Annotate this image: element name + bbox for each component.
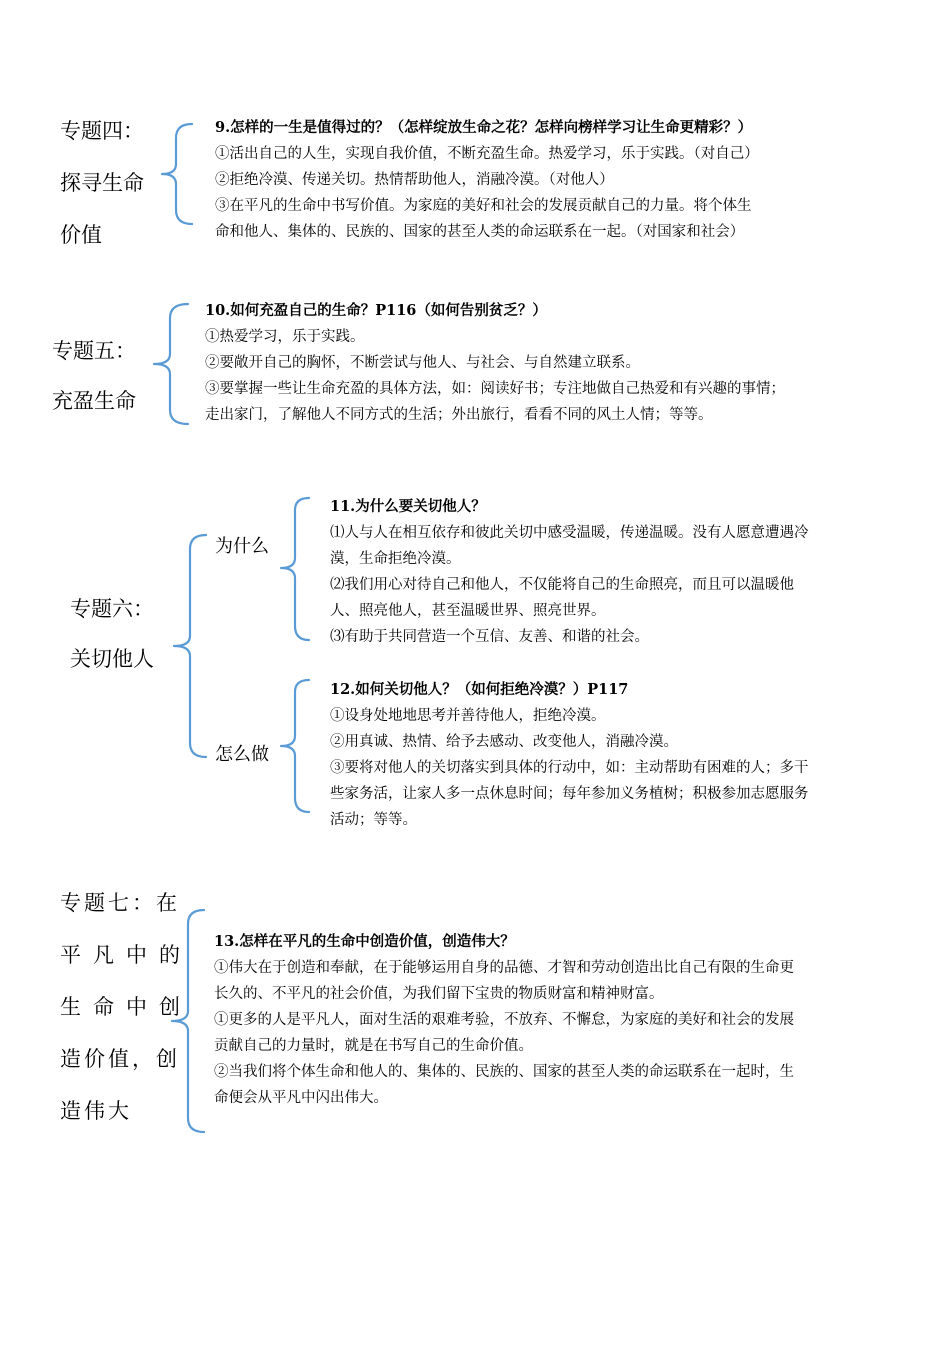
- topic4-brace: [156, 122, 196, 226]
- topic6-why-label: 为什么: [215, 536, 269, 557]
- topic7-point: ①伟大在于创造和奉献，在于能够运用自身的品德、才智和劳动创造出比自己有限的生命更: [214, 960, 794, 976]
- topic7-content: [214, 929, 794, 1111]
- topic6-why-question: 11.为什么要关切他人？: [330, 498, 486, 515]
- topic4-title-line: 专题四：: [60, 119, 144, 143]
- topic6-how-point: ③要将对他人的关切落实到具体的行动中，如：主动帮助有困难的人；多干: [330, 760, 809, 776]
- topic6-how-point: ②用真诚、热情、给予去感动、改变他人，消融冷漠。: [330, 734, 678, 750]
- topic4-point: 命和他人、集体的、民族的、国家的甚至人类的命运联系在一起。（对国家和社会）: [215, 224, 745, 240]
- topic4-point: ①活出自己的人生，实现自我价值，不断充盈生命。热爱学习，乐于实践。（对自己）: [215, 146, 759, 162]
- topic7-point: ①更多的人是平凡人，面对生活的艰难考验，不放弃、不懈怠，为家庭的美好和社会的发展: [214, 1012, 794, 1028]
- topic4-title: [60, 118, 144, 248]
- topic5-title-line: 专题五：: [52, 339, 136, 363]
- topic6-why-point: ⑵我们用心对待自己和他人，不仅能将自己的生命照亮，而且可以温暖他: [330, 577, 794, 593]
- topic6-why-content: [330, 494, 809, 650]
- topic6-how-point: ①设身处地地思考并善待他人，拒绝冷漠。: [330, 708, 606, 724]
- topic6-why-point: ⑴人与人在相互依存和彼此关切中感受温暖，传递温暖。没有人愿意遭遇冷: [330, 525, 809, 541]
- topic7-title-line: 造价值，创: [60, 1047, 180, 1071]
- topic6-how-brace: [277, 678, 313, 814]
- topic5-title-line: 充盈生命: [52, 389, 136, 413]
- topic5-question: 10.如何充盈自己的生命？P116（如何告别贫乏？）: [205, 302, 547, 319]
- topic7-brace: [168, 908, 208, 1134]
- topic7-title-line: 造伟大: [60, 1099, 132, 1123]
- topic6-title-line: 专题六：: [70, 597, 154, 621]
- topic5-point: 走出家门，了解他人不同方式的生活；外出旅行，看看不同的风土人情；等等。: [205, 407, 713, 423]
- topic6-how-point: 活动；等等。: [330, 812, 417, 828]
- topic6-why-point: 人、照亮他人，甚至温暖世界、照亮世界。: [330, 603, 606, 619]
- topic4-content: [215, 115, 759, 245]
- topic4-question: 9.怎样的一生是值得过的？（怎样绽放生命之花？怎样向榜样学习让生命更精彩？）: [215, 119, 753, 136]
- topic6-how-point: 些家务活，让家人多一点休息时间；每年参加义务植树；积极参加志愿服务: [330, 786, 809, 802]
- topic5-title: [52, 338, 136, 414]
- topic6-why-brace: [277, 496, 313, 642]
- topic7-title-line: 平凡中的: [60, 943, 192, 967]
- topic5-point: ③要掌握一些让生命充盈的具体方法，如：阅读好书；专注地做自己热爱和有兴趣的事情；: [205, 381, 785, 397]
- topic7-point: 长久的、不平凡的社会价值，为我们留下宝贵的物质财富和精神财富。: [214, 986, 664, 1002]
- topic6-how-question: 12.如何关切他人？（如何拒绝冷漠？）P117: [330, 681, 629, 698]
- topic7-title-line: 专题七：在: [60, 891, 180, 915]
- topic6-how-label: 怎么做: [215, 744, 269, 765]
- topic6-why-point: ⑶有助于共同营造一个互信、友善、和谐的社会。: [330, 629, 649, 645]
- topic7-point: 贡献自己的力量时，就是在书写自己的生命价值。: [214, 1038, 533, 1054]
- topic7-point: ②当我们将个体生命和他人的、集体的、民族的、国家的甚至人类的命运联系在一起时，生: [214, 1064, 794, 1080]
- topic6-title: [70, 596, 154, 672]
- topic6-title-line: 关切他人: [70, 647, 154, 671]
- topic6-how-content: [330, 677, 809, 833]
- topic4-title-line: 探寻生命: [60, 171, 144, 195]
- topic4-point: ②拒绝冷漠、传递关切。热情帮助他人，消融冷漠。（对他人）: [215, 172, 614, 188]
- topic5-point: ②要敞开自己的胸怀，不断尝试与他人、与社会、与自然建立联系。: [205, 355, 640, 371]
- topic5-brace: [150, 302, 190, 426]
- topic5-point: ①热爱学习，乐于实践。: [205, 329, 365, 345]
- topic4-point: ③在平凡的生命中书写价值。为家庭的美好和社会的发展贡献自己的力量。将个体生: [215, 198, 752, 214]
- topic6-main-brace: [170, 533, 210, 759]
- topic7-title-line: 生命中创: [60, 995, 192, 1019]
- topic4-title-line: 价值: [60, 223, 102, 247]
- topic5-content: [205, 298, 785, 428]
- topic7-question: 13.怎样在平凡的生命中创造价值，创造伟大？: [214, 933, 515, 950]
- topic6-why-point: 漠，生命拒绝冷漠。: [330, 551, 461, 567]
- topic7-point: 命便会从平凡中闪出伟大。: [214, 1090, 388, 1106]
